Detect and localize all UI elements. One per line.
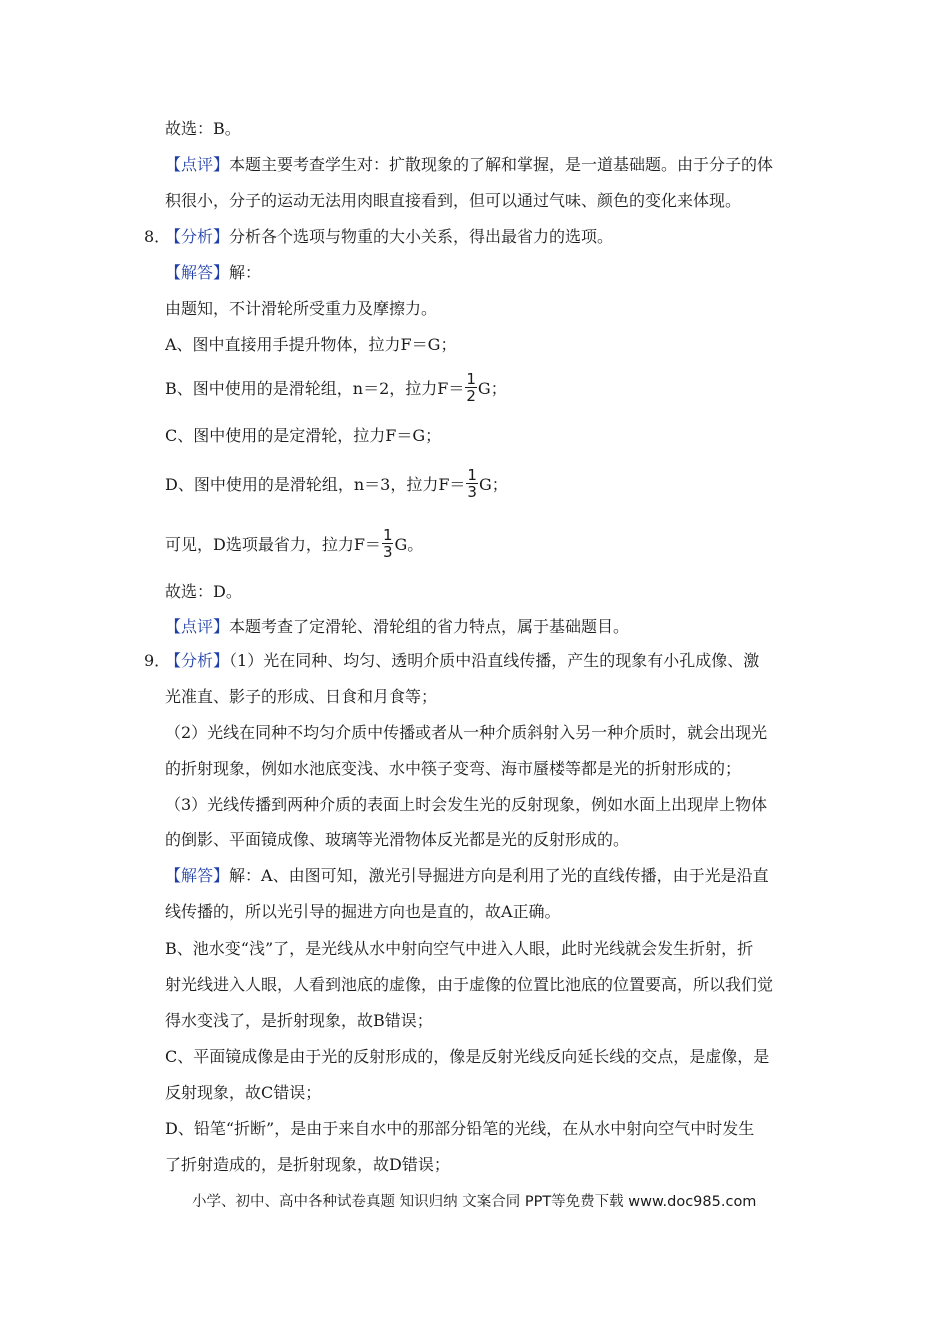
text-line: 的倒影、平面镜成像、玻璃等光滑物体反光都是光的反射形成的。 xyxy=(165,830,630,849)
text-line: C、图中使用的是定滑轮，拉力F＝G； xyxy=(165,426,442,445)
page-footer: 小学、初中、高中各种试卷真题 知识归纳 文案合同 PPT等免费下载 www.doc985.com xyxy=(192,1194,757,1210)
fraction xyxy=(466,467,478,500)
text-line xyxy=(165,370,507,406)
text-span: 分析各个选项与物重的大小关系，得出最省力的选项。 xyxy=(229,227,614,246)
answer-line xyxy=(165,865,769,887)
text-span: G； xyxy=(478,475,508,494)
fraction-numerator: 1 xyxy=(382,526,393,544)
answer-line xyxy=(165,262,261,284)
fraction xyxy=(465,371,477,404)
tag-answer: 【解答】 xyxy=(165,866,230,885)
fraction xyxy=(382,527,394,560)
question-number: 9． xyxy=(144,651,171,670)
fraction-numerator: 1 xyxy=(467,466,477,484)
text-span: D、图中使用的是滑轮组，n＝3，拉力F＝ xyxy=(165,475,466,494)
text-span: 本题主要考查学生对：扩散现象的了解和掌握，是一道基础题。由于分子的体 xyxy=(229,155,774,174)
text-line: C、平面镜成像是由于光的反射形成的，像是反射光线反向延长线的交点，是虚像，是 xyxy=(165,1047,770,1066)
text-line: 反射现象，故C错误； xyxy=(165,1083,322,1102)
comment-line xyxy=(165,154,773,176)
text-line: 射光线进入人眼，人看到池底的虚像，由于虚像的位置比池底的位置要高，所以我们觉 xyxy=(165,975,774,994)
text-line: 了折射造成的，是折射现象，故D错误； xyxy=(165,1155,450,1174)
text-span: 解：A、由图可知，激光引导掘进方向是利用了光的直线传播，由于光是沿直 xyxy=(229,866,769,885)
comment-line xyxy=(165,616,629,638)
tag-analysis: 【分析】 xyxy=(165,651,230,670)
text-span: 解： xyxy=(229,263,262,282)
text-span: 本题考查了定滑轮、滑轮组的省力特点，属于基础题目。 xyxy=(229,617,630,636)
tag-comment: 【点评】 xyxy=(165,155,230,174)
fraction-numerator: 1 xyxy=(466,370,476,388)
text-line: B、池水变“浅”了，是光线从水中射向空气中进入人眼，此时光线就会发生折射，折 xyxy=(165,939,754,958)
text-span: （1）光在同种、均匀、透明介质中沿直线传播，产生的现象有小孔成像、激 xyxy=(229,651,760,670)
text-line: （3）光线传播到两种介质的表面上时会发生光的反射现象，例如水面上出现岸上物体 xyxy=(165,795,768,814)
text-line: D、铅笔“折断”，是由于来自水中的那部分铅笔的光线，在从水中射向空气中时发生 xyxy=(165,1119,755,1138)
text-line: A、图中直接用手提升物体，拉力F＝G； xyxy=(165,335,457,354)
text-span: B、图中使用的是滑轮组，n＝2，拉力F＝ xyxy=(165,379,465,398)
text-line: 故选：B。 xyxy=(165,119,241,138)
text-span: 可见，D选项最省力，拉力F＝ xyxy=(165,535,381,554)
fraction-denominator: 2 xyxy=(466,387,476,405)
tag-comment: 【点评】 xyxy=(165,617,230,636)
analysis-line xyxy=(165,226,613,248)
text-line: 积很小，分子的运动无法用肉眼直接看到，但可以通过气味、颜色的变化来体现。 xyxy=(165,191,742,210)
text-line: 得水变浅了，是折射现象，故B错误； xyxy=(165,1011,433,1030)
text-span: G。 xyxy=(394,535,424,554)
text-span: G； xyxy=(477,379,507,398)
fraction-denominator: 3 xyxy=(382,543,393,561)
text-line xyxy=(165,526,424,562)
analysis-line xyxy=(165,650,759,672)
question-number: 8． xyxy=(144,227,171,246)
text-line: 线传播的，所以光引导的掘进方向也是直的，故A正确。 xyxy=(165,902,561,921)
text-line: 故选：D。 xyxy=(165,582,242,601)
tag-answer: 【解答】 xyxy=(165,263,230,282)
text-line: 的折射现象，例如水池底变浅、水中筷子变弯、海市蜃楼等都是光的折射形成的； xyxy=(165,759,742,778)
text-line: 光准直、影子的形成、日食和月食等； xyxy=(165,687,438,706)
text-line: 由题知，不计滑轮所受重力及摩擦力。 xyxy=(165,299,438,318)
fraction-denominator: 3 xyxy=(467,483,477,501)
tag-analysis: 【分析】 xyxy=(165,227,230,246)
text-line xyxy=(165,466,508,502)
text-line: （2）光线在同种不均匀介质中传播或者从一种介质斜射入另一种介质时，就会出现光 xyxy=(165,723,768,742)
